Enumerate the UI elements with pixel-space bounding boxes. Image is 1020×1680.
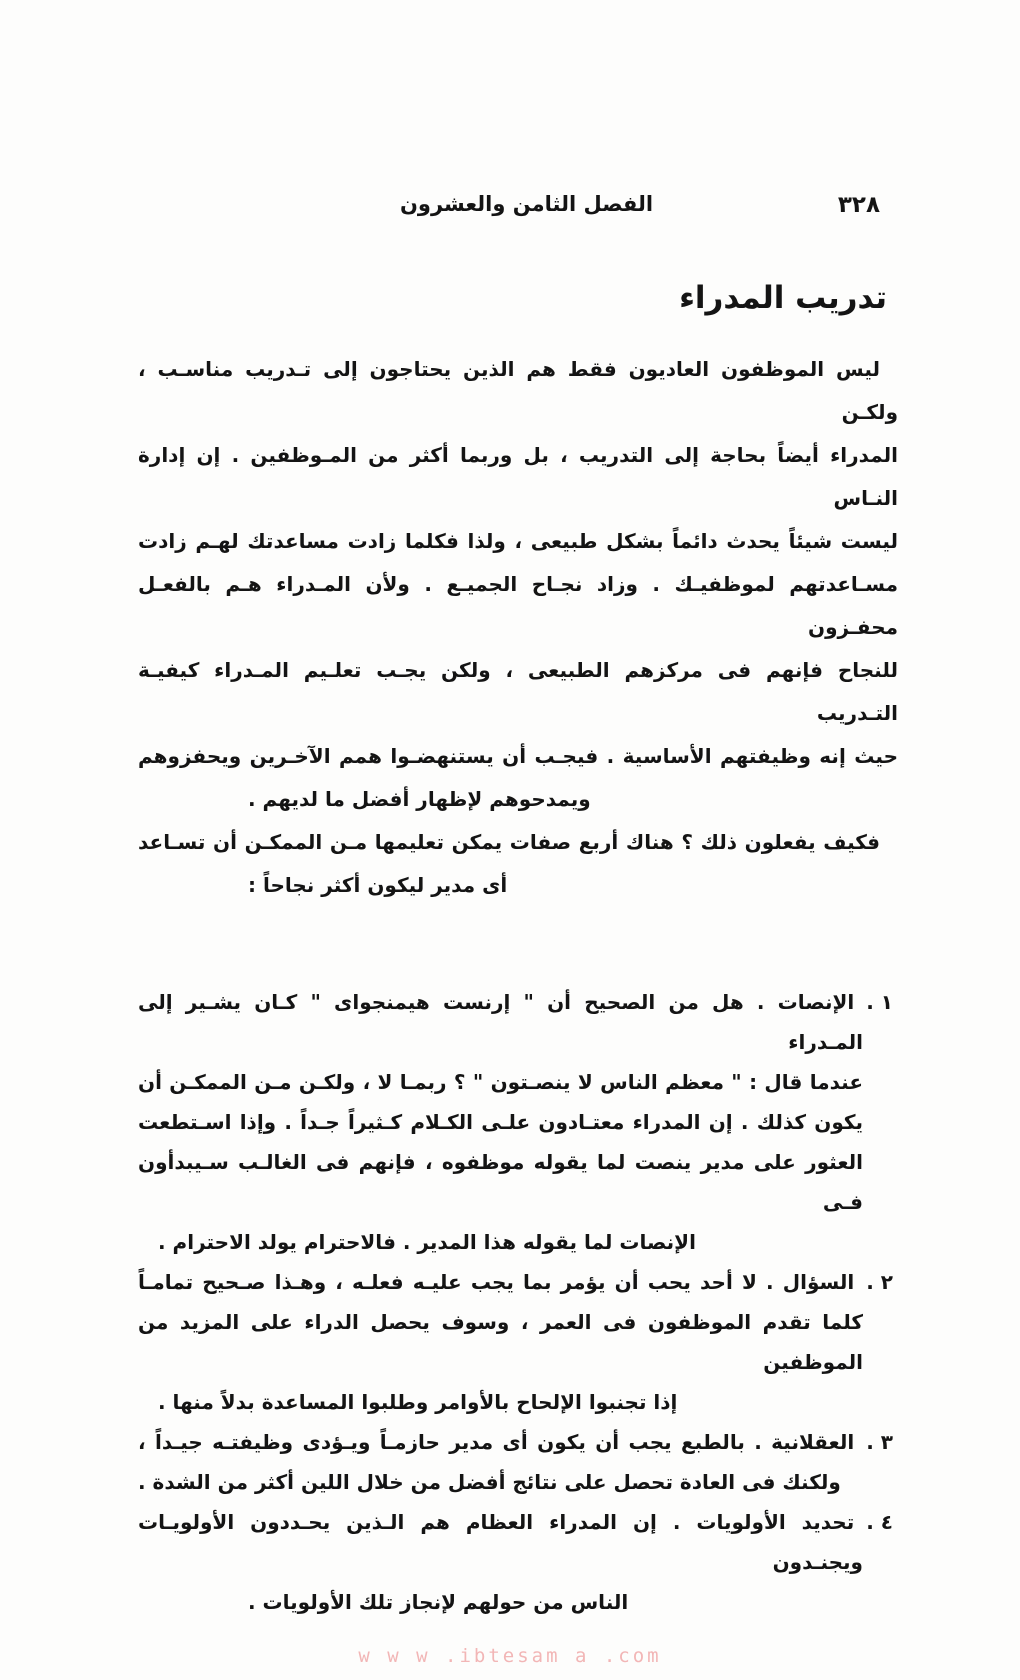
text-line: يكون كذلك . إن المدراء معتـادون علـى الكـلام كـثيراً جـداً . وإذا اسـتطعت: [138, 1110, 863, 1134]
list-item: [138, 1422, 893, 1502]
vertical-gap: [138, 907, 898, 982]
text-line: ليست شيئاً يحدث دائماً بشكل طبيعى ، ولذا فكلما زادت مساعدتك لهـم زادت: [138, 529, 898, 553]
text-line: إذا تجنبوا الإلحاح بالأوامر وطلبوا المساعدة بدلاً منها .: [158, 1390, 678, 1414]
site-watermark: w w w .ibtesam a .com: [358, 1645, 662, 1667]
text-line: مسـاعدتهم لموظفيـك . وزاد نجـاح الجميـع . ولأن المـدراء هـم بالفعـل محفـزون: [138, 572, 898, 639]
text-line: الإنصات لما يقوله هذا المدير . فالاحترام يولد الاحترام .: [158, 1230, 696, 1254]
text-line: عندما قال : " معظم الناس لا ينصـتون " ؟ ربمـا لا ، ولكـن مـن الممكـن أن: [138, 1070, 863, 1094]
text-line: [138, 1262, 893, 1302]
text-line: كلما تقدم الموظفون فى العمر ، وسوف يحصل الدراء على المزيد من الموظفين: [138, 1310, 863, 1374]
text-line: المدراء أيضاً بحاجة إلى التدريب ، بل وربما أكثر من المـوظفين . إن إدارة النـاس: [138, 443, 898, 510]
text-line: فكيف يفعلون ذلك ؟ هناك أربع صفات يمكن تعليمها مـن الممكـن أن تسـاعد: [138, 830, 880, 854]
text-line: ليس الموظفون العاديون فقط هم الذين يحتاجون إلى تـدريب مناسـب ، ولكـن: [138, 357, 898, 424]
body-text: [138, 348, 898, 1622]
list-item-text: السؤال . لا أحد يحب أن يؤمر بما يجب عليـه فعلـه ، وهـذا صـحيح تمامـاً: [138, 1270, 855, 1294]
chapter-title: الفصل الثامن والعشرون: [400, 192, 654, 216]
list-item-text: الإنصات . هل من الصحيح أن " إرنست هيمنجواى " كـان يشـير إلى المـدراء: [138, 990, 863, 1054]
section-heading: تدريب المدراء: [679, 280, 887, 316]
text-line: ولكنك فى العادة تحصل على نتائج أفضل من خلال اللين أكثر من الشدة .: [138, 1470, 841, 1494]
list-item-text: العقلانية . بالطبع يجب أن يكون أى مدير حازمـاً ويـؤدى وظيفتـه جيـداً ،: [138, 1430, 855, 1454]
list-item-number: ١ .: [866, 990, 893, 1014]
list-item: [138, 982, 893, 1262]
list-item-number: ٢ .: [866, 1270, 893, 1294]
text-line: العثور على مدير ينصت لما يقوله موظفوه ، فإنهم فى الغالـب سـيبدأون فـى: [138, 1150, 863, 1214]
numbered-list: [138, 982, 898, 1622]
text-line: أى مدير ليكون أكثر نجاحاً :: [248, 873, 508, 897]
text-line: الناس من حولهم لإنجاز تلك الأولويات .: [248, 1590, 629, 1614]
list-item-number: ٤ .: [866, 1510, 893, 1534]
list-item-text: تحديد الأولويات . إن المدراء العظام هم الـذين يحـددون الأولويـات ويجنـدون: [138, 1510, 863, 1574]
text-line: حيث إنه وظيفتهم الأساسية . فيجـب أن يستنهضـوا همم الآخـرين ويحفزوهم: [138, 744, 898, 768]
paragraph: [138, 821, 898, 907]
list-item-number: ٣ .: [866, 1430, 893, 1454]
page-number: ٣٢٨: [837, 192, 880, 218]
list-item: [138, 1262, 893, 1422]
list-item: [138, 1502, 893, 1622]
paragraph: [138, 348, 898, 821]
text-line: [138, 1502, 893, 1582]
text-line: [138, 1422, 893, 1462]
text-line: [138, 982, 893, 1062]
running-header: [0, 192, 1020, 232]
text-line: ويمدحوهم لإظهار أفضل ما لديهم .: [248, 787, 591, 811]
text-line: للنجاح فإنهم فى مركزهم الطبيعى ، ولكن يجـب تعلـيم المـدراء كيفيـة التـدريب: [138, 658, 898, 725]
